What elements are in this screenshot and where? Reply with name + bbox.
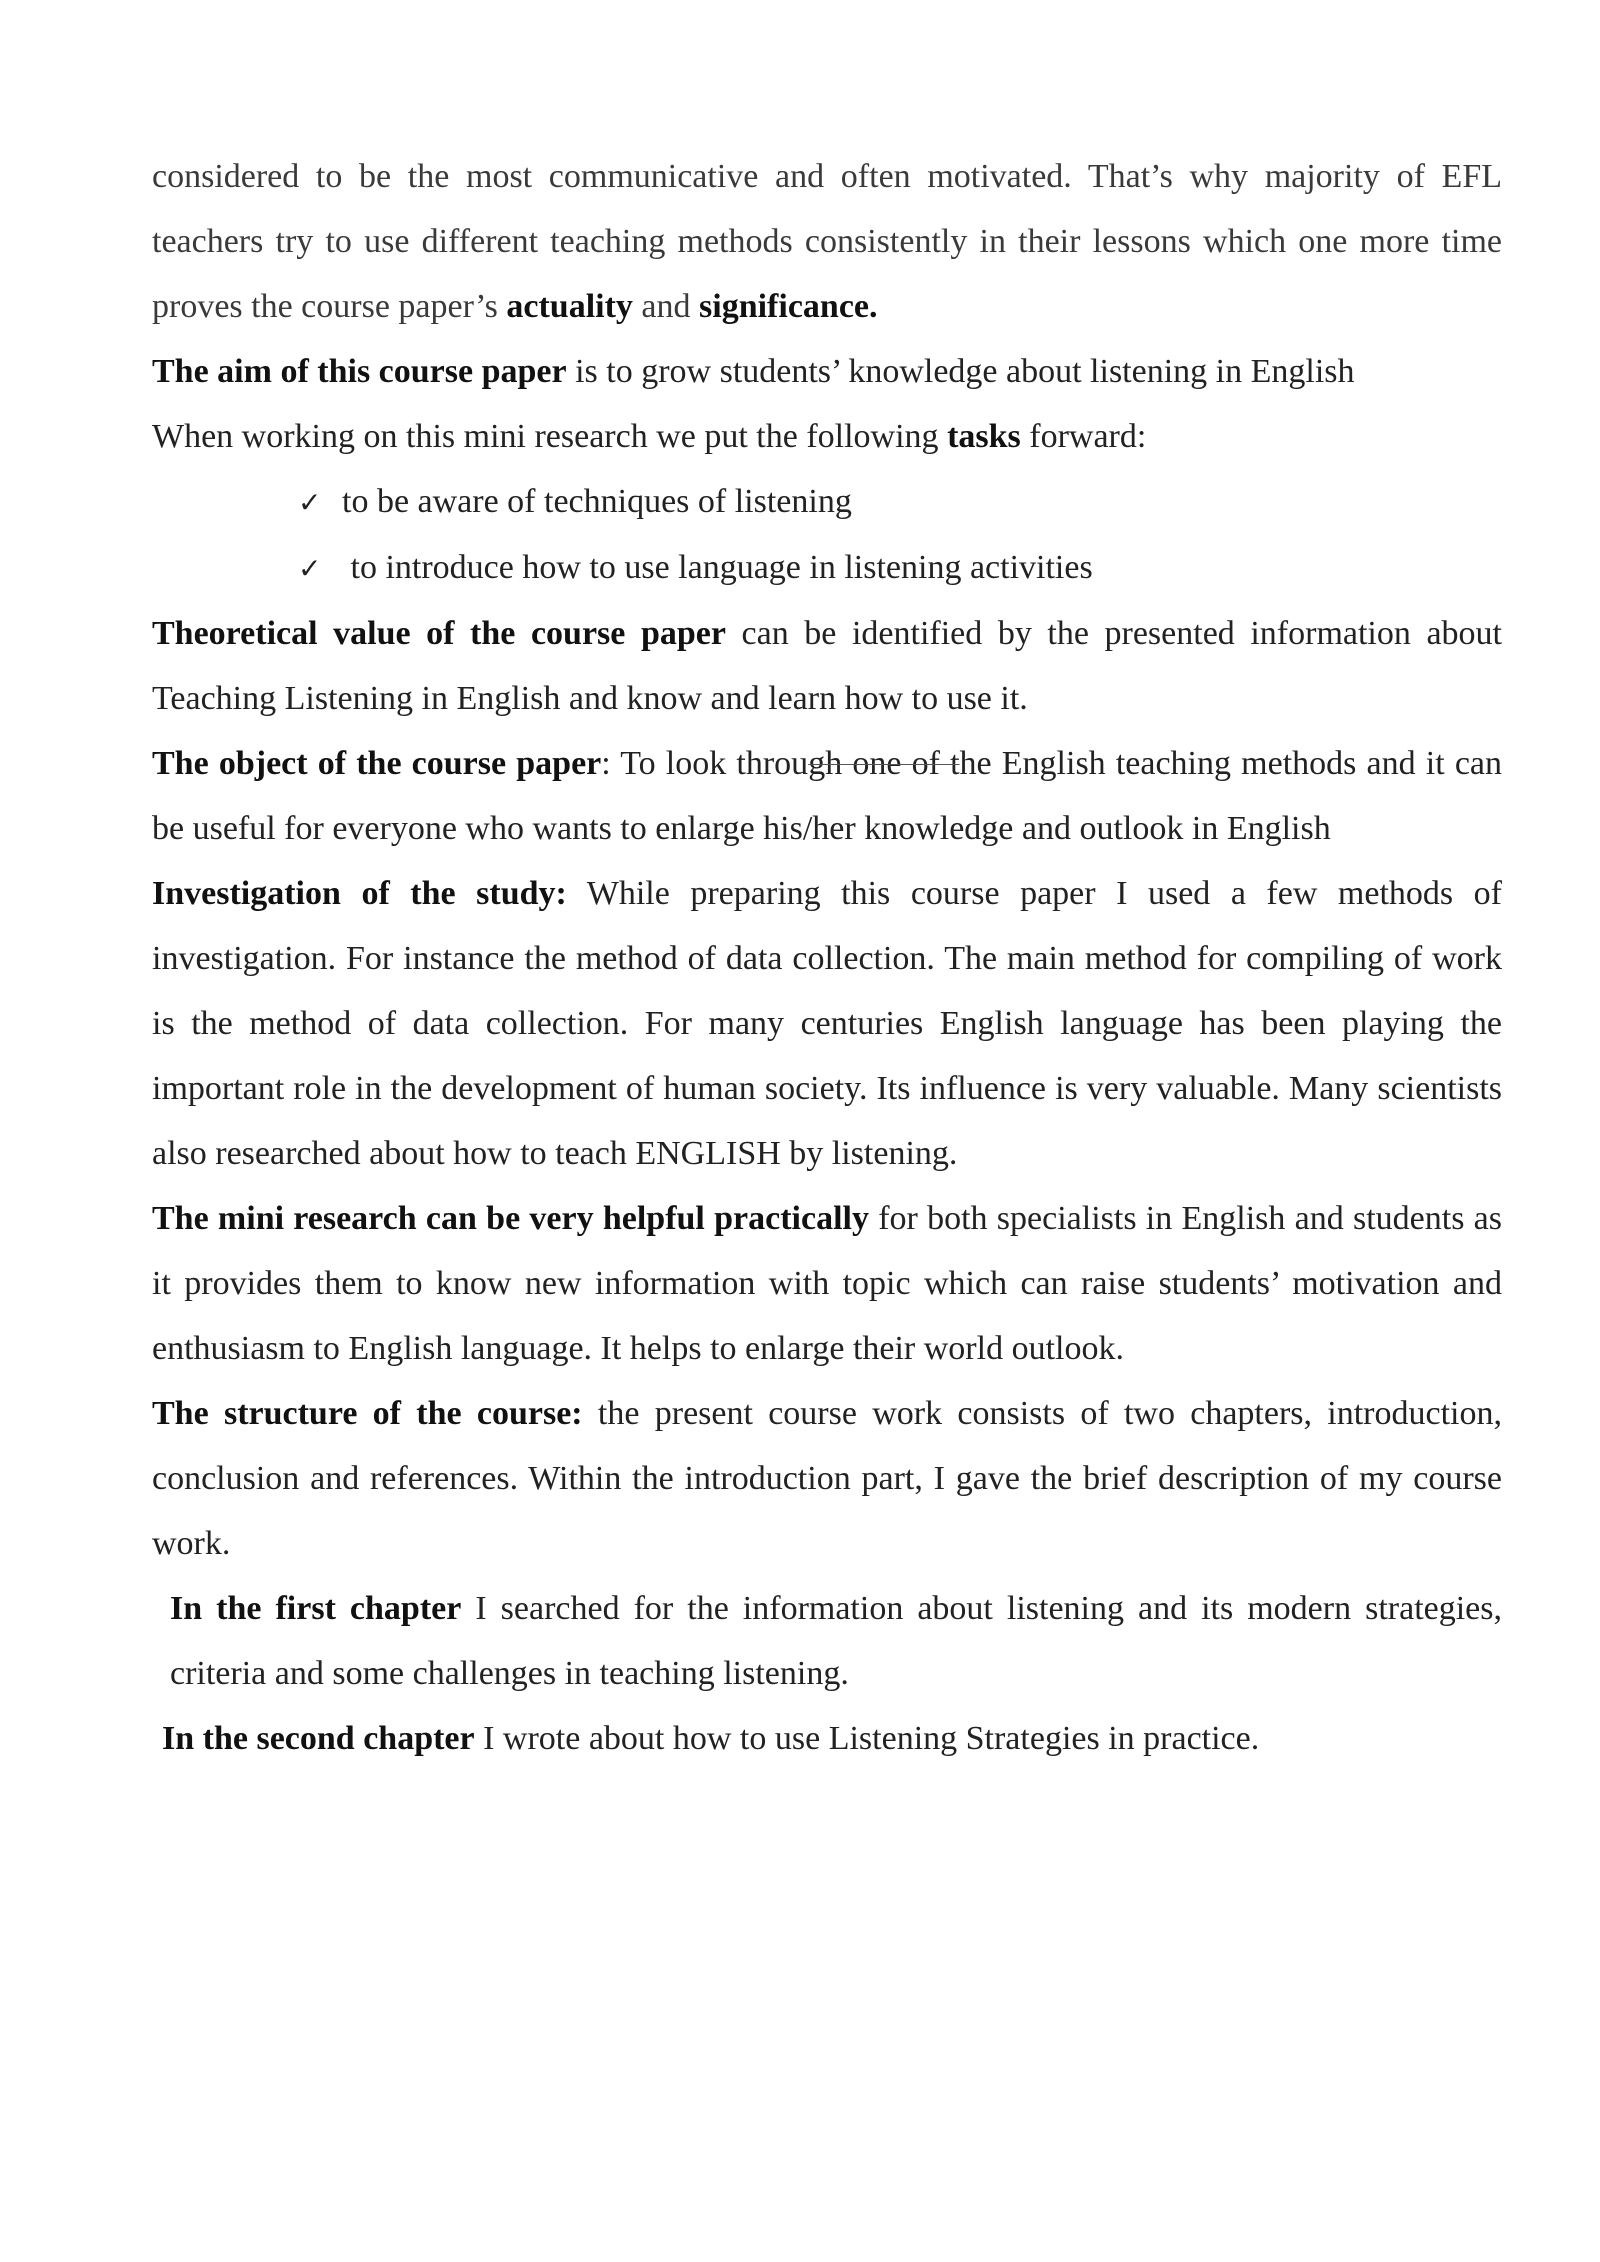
document-body [152, 144, 1502, 1771]
practical-value-paragraph [152, 1186, 1502, 1381]
theoretical-value-text: can be identified by the presented information about Teaching Listening in English and know and learn how to use it. [152, 615, 1502, 717]
investigation-heading: Investigation of the study: [152, 875, 567, 912]
tasks-text-after: forward: [1020, 418, 1147, 455]
investigation-text: While preparing this course paper I used a few methods of investigation. For instance the method of data collection. The main method for compiling of work is the method of data collection. For many centuries English language has been playing the important role in the development of human society. Its influence is very valuable. Many scientists also researched about how to teach ENGLISH by listening. [152, 875, 1502, 1172]
second-chapter-paragraph [152, 1706, 1502, 1771]
significance-term: significance. [699, 288, 878, 325]
object-struck-text: gh one of t [808, 745, 960, 782]
theoretical-value-heading: Theoretical value of the course paper [152, 615, 726, 652]
tasks-paragraph [152, 404, 1502, 469]
structure-heading: The structure of the course: [152, 1395, 583, 1432]
first-chapter-heading: In the first chapter [170, 1590, 462, 1627]
intro-continuation-paragraph [152, 144, 1502, 339]
second-chapter-text: I wrote about how to use Listening Strategies in practice. [474, 1720, 1260, 1757]
check-icon: ✓ [298, 486, 322, 519]
investigation-paragraph [152, 861, 1502, 1186]
practical-value-heading: The mini research can be very helpful practically [152, 1200, 869, 1237]
tasks-text-before: When working on this mini research we put the following [152, 418, 948, 455]
tasks-term: tasks [947, 418, 1021, 455]
aim-paragraph [152, 339, 1502, 404]
task-bullet-item [152, 469, 1502, 535]
intro-text: considered to be the most communicative and often motivated. That’s why majority of EFL teachers try to use different teaching methods consistently in their lessons which one more time proves the course paper’s [152, 158, 1502, 325]
theoretical-value-paragraph [152, 601, 1502, 731]
first-chapter-paragraph [152, 1576, 1502, 1706]
practical-value-text: for both specialists in English and students as it provides them to know new information with topic which can raise students’ motivation and enthusiasm to English language. It helps to enlarge their world outlook. [152, 1200, 1502, 1367]
actuality-term: actuality [506, 288, 633, 325]
task-bullet-text: to be aware of techniques of listening [342, 483, 852, 520]
task-bullet-text: to introduce how to use language in listening activities [342, 549, 1093, 586]
second-chapter-heading: In the second chapter [162, 1720, 475, 1757]
aim-heading: The aim of this course paper [152, 353, 567, 390]
first-chapter-text: I searched for the information about listening and its modern strategies, criteria and some challenges in teaching listening. [170, 1590, 1502, 1692]
task-bullet-item [152, 535, 1502, 601]
object-paragraph [152, 731, 1502, 861]
object-heading: The object of the course paper [152, 745, 602, 782]
intro-and: and [632, 288, 700, 325]
object-text-end: he English teaching methods and it can be useful for everyone who wants to enlarge his/her knowledge and outlook in English [152, 745, 1503, 847]
check-icon: ✓ [298, 552, 322, 585]
aim-text: is to grow students’ knowledge about listening in English [566, 353, 1355, 390]
structure-paragraph [152, 1381, 1502, 1576]
structure-text: the present course work consists of two chapters, introduction, conclusion and references. Within the introduction part, I gave the brief description of my course work. [152, 1395, 1502, 1562]
object-text-start: : To look throu [601, 745, 809, 782]
